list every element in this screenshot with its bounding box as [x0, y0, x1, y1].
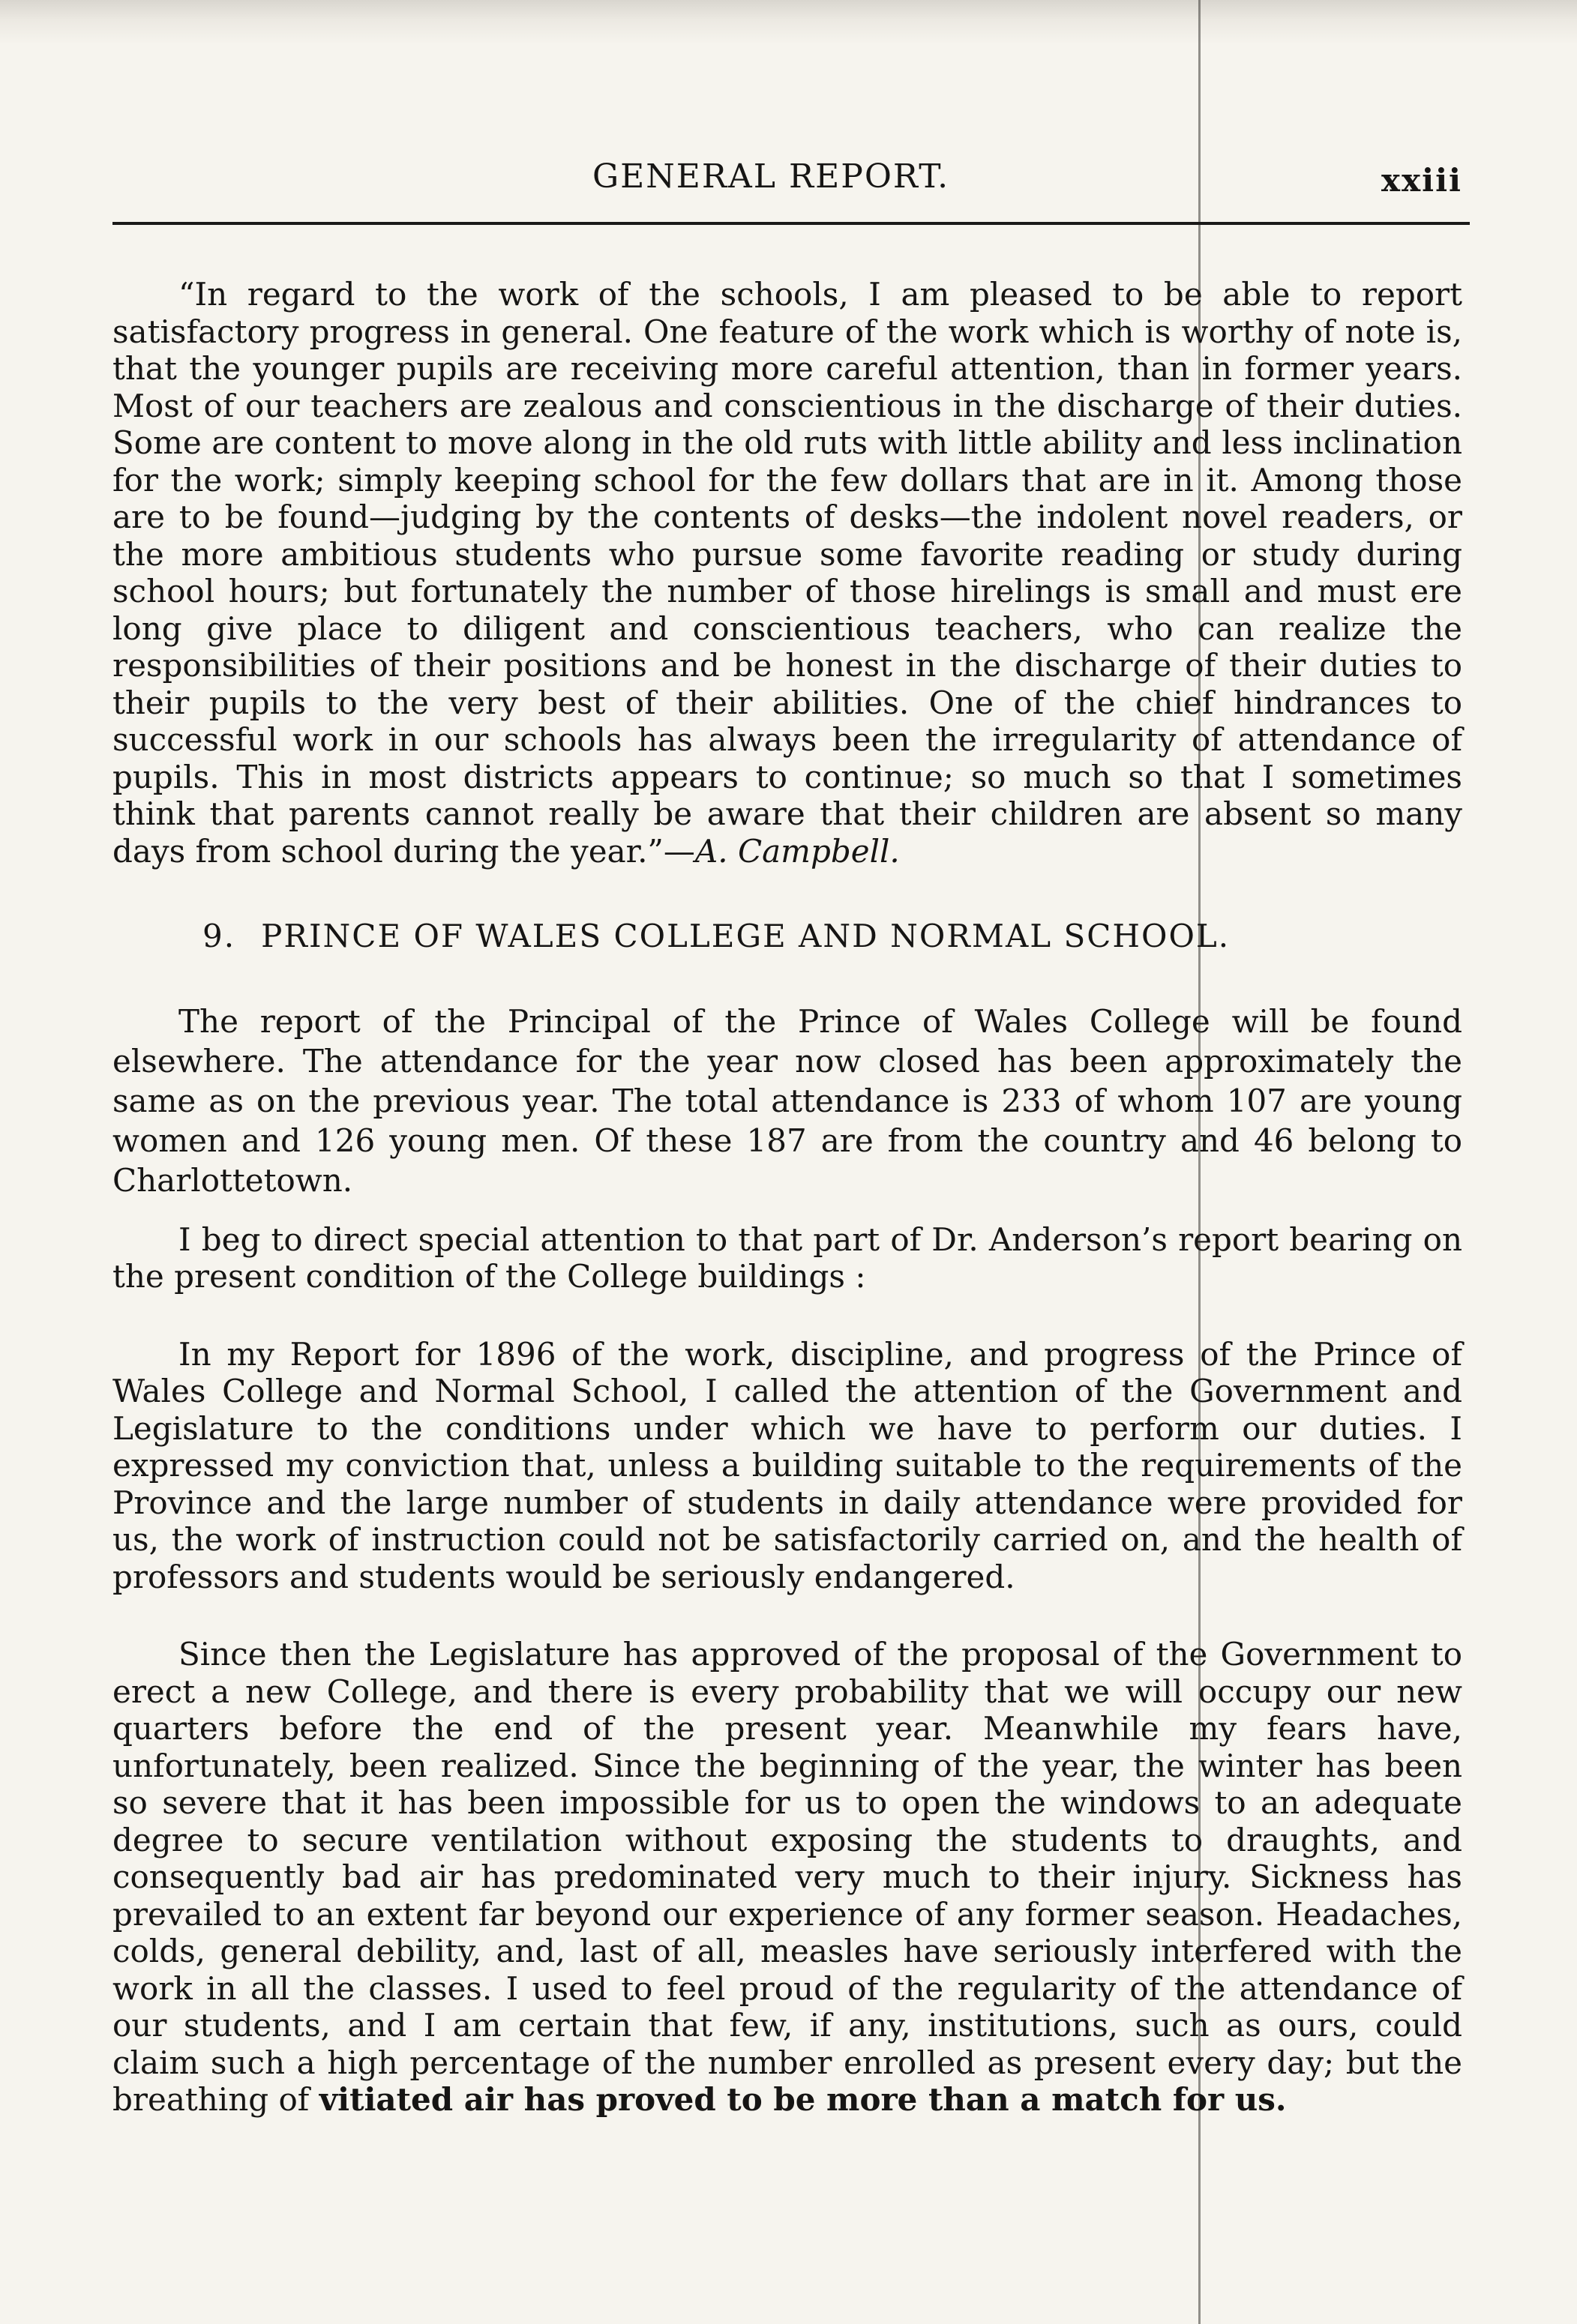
quote-attribution: A. Campbell.	[694, 832, 900, 870]
quote-paragraph	[112, 276, 1462, 870]
paragraph-legislature-tail: vitiated air has proved to be more than a match for us.	[319, 2081, 1287, 2118]
body-text	[112, 276, 1462, 2119]
paragraph-special-attention: I beg to direct special attention to that part of Dr. Anderson’s report bearing on the present condition of the College buildings :	[112, 1220, 1462, 1295]
paragraph-report-1896: In my Report for 1896 of the work, discipline, and progress of the Prince of Wales College and Normal School, I called the attention of the Government and Legislature to the conditions under which we have to perform our duties. I expressed my conviction that, unless a building suitable to the requirements of the Province and the large number of students in daily attendance were provided for us, the work of instruction could not be satisfactorily carried on, and the health of professors and students would be seriously endangered.	[112, 1335, 1462, 1595]
quote-text: “In regard to the work of the schools, I am pleased to be able to report satisfactory progress in general. One feature of the work which is worthy of note is, that the younger pupils are receiving more careful attention, than in former years. Most of our teachers are zealous and conscientious in the discharge of their duties. Some are content to move along in the old ruts with little ability and less inclination for the work; simply keeping school for the few dollars that are in it. Among those are to be found—judging by the contents of desks—the indolent novel readers, or the more ambitious students who pursue some favorite reading or study during school hours; but fortunately the number of those hirelings is small and must ere long give place to diligent and conscientious teachers, who can realize the responsibilities of their positions and be honest in the discharge of their duties to their pupils to the very best of their abilities. One of the chief hindrances to successful work in our schools has always been the irregularity of attendance of pupils. This in most districts appears to continue; so much so that I sometimes think that parents cannot really be aware that their children are absent so many days from school during the year.”—	[112, 276, 1462, 870]
paragraph-attendance: The report of the Principal of the Prince of Wales College will be found elsewhere. The attendance for the year now closed has been approximately the same as on the previous year. The total attendance is 233 of whom 107 are young women and 126 young men. Of these 187 are from the country and 46 belong to Charlottetown.	[112, 1002, 1462, 1199]
paragraph-legislature-text: Since then the Legislature has approved of the proposal of the Government to erect a new College, and there is every probability that we will occupy our new quarters before the end of the present year. Meanwhile my fears have, unfortunately, been realized. Since the beginning of the year, the winter has been so severe that it has been impossible for us to open the windows to an adequate degree to secure ventilation without exposing the students to draughts, and consequently bad air has predominated very much to their injury. Sickness has prevailed to an extent far beyond our experience of any former season. Headaches, colds, general debility, and, last of all, measles have seriously interfered with the work in all the classes. I used to feel proud of the regularity of the attendance of our students, and I am certain that few, if any, institutions, such as ours, could claim such a high percentage of the number enrolled as present every day; but the breathing of	[112, 1636, 1462, 2118]
paragraph-legislature	[112, 1636, 1462, 2119]
section-heading	[112, 918, 1462, 955]
header-rule	[112, 222, 1470, 225]
scan-edge-shading	[0, 0, 1577, 45]
page-number: xxiii	[1381, 162, 1462, 199]
section-title: PRINCE OF WALES COLLEGE AND NORMAL SCHOOL.	[261, 918, 1231, 954]
running-header-title: GENERAL REPORT.	[592, 157, 950, 196]
section-number: 9.	[202, 918, 236, 954]
running-header	[112, 150, 1462, 210]
